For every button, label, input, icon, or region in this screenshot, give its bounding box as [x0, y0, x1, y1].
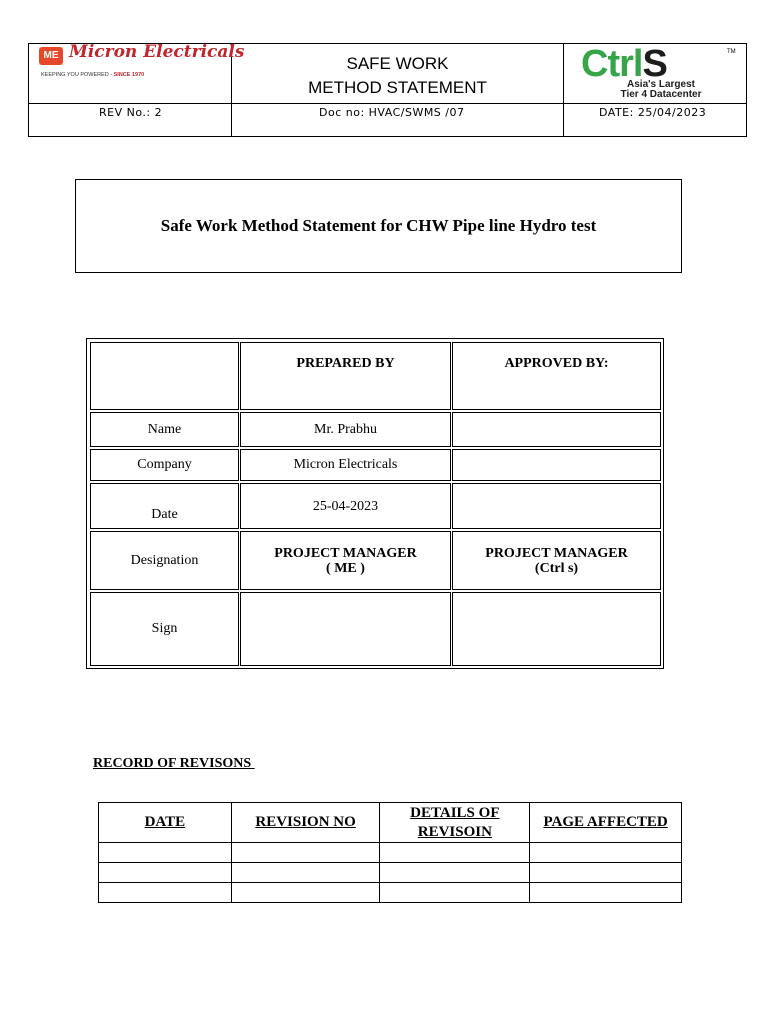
col-header-details: DETAILS OF REVISOIN	[380, 803, 530, 843]
prepared-signature	[240, 592, 451, 666]
document-title: Safe Work Method Statement for CHW Pipe line Hydro test	[75, 179, 682, 273]
row-label-date: Date	[90, 483, 239, 529]
table-row	[99, 883, 682, 903]
revision-number: REV No.: 2	[99, 106, 163, 119]
approved-designation: PROJECT MANAGER (Ctrl s)	[452, 531, 661, 590]
approved-name	[452, 412, 661, 447]
revisions-heading: RECORD OF REVISONS	[93, 756, 255, 771]
col-header-date: DATE	[99, 803, 232, 843]
approved-date	[452, 483, 661, 529]
document-header	[28, 43, 747, 137]
client-logo: CtrlS TM Asia's Largest Tier 4 Datacenter	[581, 43, 736, 100]
prepared-designation: PROJECT MANAGER ( ME )	[240, 531, 451, 590]
table-row	[99, 863, 682, 883]
col-header-page-affected: PAGE AFFECTED	[530, 803, 682, 843]
row-label-company: Company	[90, 449, 239, 481]
company-logo	[29, 42, 245, 103]
approved-company	[452, 449, 661, 481]
revisions-table	[98, 802, 682, 903]
approved-signature	[452, 592, 661, 666]
prepared-date: 25-04-2023	[240, 483, 451, 529]
company-logo-tagline: KEEPING YOU POWERED - SINCE 1970	[41, 72, 145, 78]
company-logo-name: Micron Electricals	[69, 42, 245, 62]
approval-table-corner	[90, 342, 239, 410]
approval-table	[86, 338, 664, 669]
row-label-name: Name	[90, 412, 239, 447]
document-type-title: SAFE WORK METHOD STATEMENT	[308, 54, 487, 97]
row-label-sign: Sign	[90, 592, 239, 666]
table-row	[99, 843, 682, 863]
row-label-designation: Designation	[90, 531, 239, 590]
prepared-by-header: PREPARED BY	[240, 342, 451, 410]
document-date: DATE: 25/04/2023	[599, 106, 707, 119]
col-header-revision-no: REVISION NO	[231, 803, 380, 843]
micron-logo-icon: ME	[39, 47, 63, 65]
prepared-name: Mr. Prabhu	[240, 412, 451, 447]
approved-by-header: APPROVED BY:	[452, 342, 661, 410]
prepared-company: Micron Electricals	[240, 449, 451, 481]
client-logo-tagline: Asia's Largest Tier 4 Datacenter	[620, 79, 702, 100]
client-logo-wordmark: CtrlS	[581, 43, 667, 85]
document-number: Doc no: HVAC/SWMS /07	[319, 106, 465, 119]
